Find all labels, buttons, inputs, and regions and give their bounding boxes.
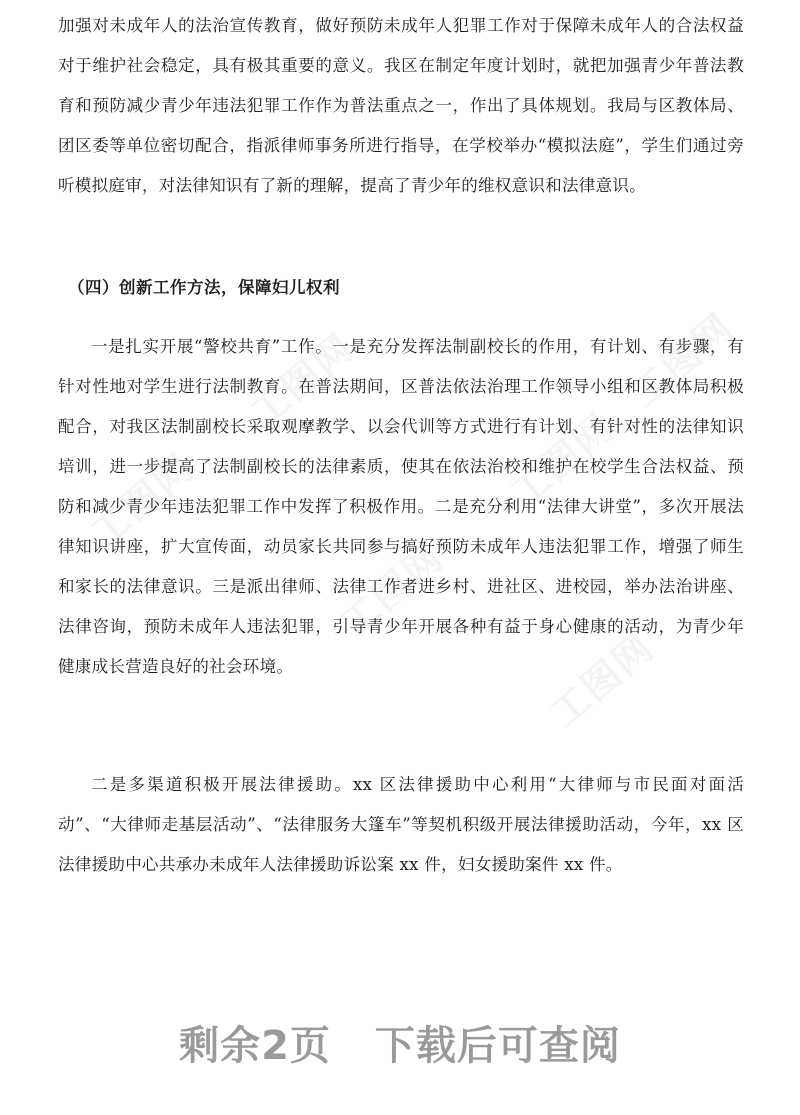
body-paragraph-1: 加强对未成年人的法治宣传教育，做好预防未成年人犯罪工作对于保障未成年人的合法权益对于维护社会稳定，具有极其重要的意义。我区在制定年度计划时，就把加强青少年普法教育和预防减少青少年违法犯罪工作作为普法重点之一，作出了具体规划。我局与区教体局、团区委等单位密切配合，指派律师事务所进行指导，在学校举办“模拟法庭”，学生们通过旁听模拟庭审，对法律知识有了新的理解，提高了青少年的维权意识和法律意识。 xyxy=(58,16,744,195)
body-paragraph-3: 二是多渠道积极开展法律援助。xx 区法律援助中心利用“大律师与市民面对面活动”、“大律师走基层活动”、“法律服务大篷车”等契机积级开展法律援助活动，今年，xx 区法律援助中心共承办未成年人法律援助诉讼案 xx 件，妇女援助案件 xx 件。 xyxy=(58,775,744,874)
download-prompt[interactable] xyxy=(0,1012,800,1072)
body-paragraph-2: 一是扎实开展“警校共育”工作。一是充分发挥法制副校长的作用，有计划、有步骤，有针对性地对学生进行法制教育。在普法期间，区普法依法治理工作领导小组和区教体局积极配合，对我区法制副校长采取观摩教学、以会代训等方式进行有计划、有针对性的法律知识培训，进一步提高了法制副校长的法律素质，使其在依法治校和维护在校学生合法权益、预防和减少青少年违法犯罪工作中发挥了积极作用。二是充分利用“法律大讲堂”，多次开展法律知识讲座，扩大宣传面，动员家长共同参与搞好预防未成年人违法犯罪工作，增强了师生和家长的法律意识。三是派出律师、法律工作者进乡村、进社区、进校园，举办法治讲座、法律咨询，预防未成年人违法犯罪，引导青少年开展各种有益于身心健康的活动，为青少年健康成长营造良好的社会环境。 xyxy=(58,337,744,676)
remaining-pages-label[interactable]: 剩余2页 xyxy=(179,1022,331,1069)
section-heading-4: （四）创新工作方法，保障妇儿权利 xyxy=(68,278,340,297)
download-to-view-label[interactable]: 下载后可查阅 xyxy=(374,1022,621,1069)
